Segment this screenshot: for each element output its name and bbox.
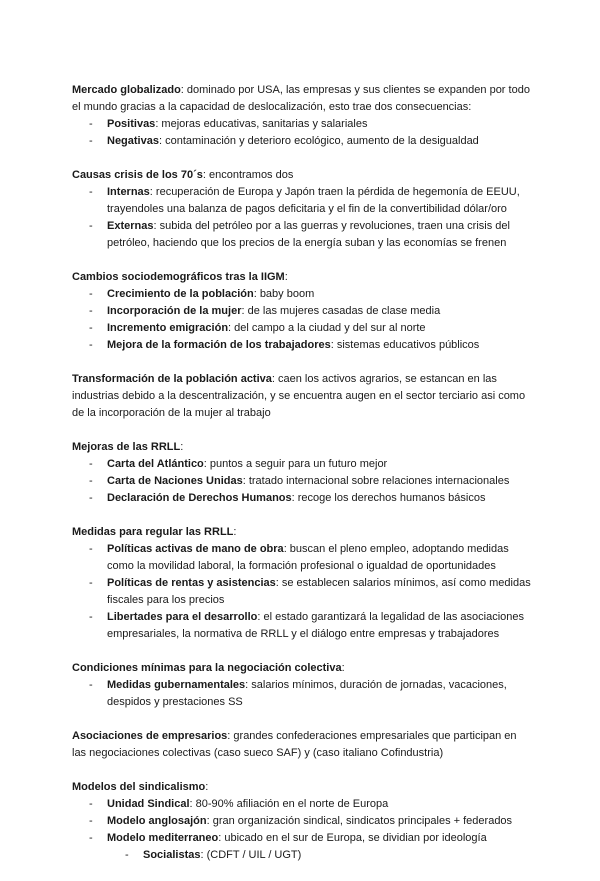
- section-text: :: [284, 271, 288, 283]
- item-term: Declaración de Derechos Humanos: [107, 492, 292, 504]
- list-item: [72, 677, 532, 711]
- item-term: Externas: [107, 220, 154, 232]
- document-content: [72, 82, 532, 881]
- item-text: : baby boom: [253, 288, 315, 300]
- item-text: : subida del petróleo por a las guerras y revoluciones, traen una crisis del petróleo, haciendo que los precios de la energía suban y las economías se frenen: [107, 220, 510, 249]
- section-heading: Mercado globalizado: [72, 84, 181, 96]
- section-heading: Mejoras de las RRLL: [72, 441, 181, 453]
- section-text: : encontramos dos: [202, 169, 294, 181]
- list-item: [72, 813, 532, 830]
- section-heading: Cambios sociodemográficos tras la IIGM: [72, 271, 285, 283]
- section-mejoras-rrll: [72, 439, 532, 507]
- sub-bullet-list: [72, 847, 532, 864]
- list-item: [72, 286, 532, 303]
- item-term: Crecimiento de la población: [107, 288, 254, 300]
- section-heading: Transformación de la población activa: [72, 373, 272, 385]
- item-text: : gran organización sindical, sindicatos principales + federados: [206, 815, 513, 827]
- section-paragraph: [72, 269, 532, 286]
- section-paragraph: [72, 524, 532, 541]
- item-term: Mejora de la formación de los trabajadores: [107, 339, 331, 351]
- item-term: Positivas: [107, 118, 156, 130]
- list-item: [72, 303, 532, 320]
- item-text: : ubicado en el sur de Europa, se dividian por ideología: [218, 832, 487, 844]
- sub-list-item: [72, 847, 532, 864]
- list-item: [72, 609, 532, 643]
- list-item: [72, 490, 532, 507]
- list-item: [72, 830, 532, 847]
- section-heading: Modelos del sindicalismo: [72, 781, 206, 793]
- section-paragraph: [72, 167, 532, 184]
- item-text: : recuperación de Europa y Japón traen la pérdida de hegemonía de EEUU, trayendoles una balanza de pagos deficitaria y el fin de la convertibilidad dólar/oro: [107, 186, 520, 215]
- section-modelos-sindicalismo: [72, 779, 532, 864]
- list-item: [72, 184, 532, 218]
- section-asociaciones-empresarios: [72, 728, 532, 762]
- bullet-list: [72, 677, 532, 711]
- section-text: : caen los activos agrarios, se estancan en las industrias debido a la descentralización, y se encuentra augen en el sector terciario asi como de la incorporación de la mujer al trabajo: [72, 373, 526, 419]
- section-heading: Condiciones mínimas para la negociación colectiva: [72, 662, 342, 674]
- list-item: [72, 541, 532, 575]
- item-text: : (CDFT / UIL / UGT): [200, 849, 302, 861]
- section-medidas-regular: [72, 524, 532, 643]
- list-item: [72, 116, 532, 133]
- item-text: : contaminación y deterioro ecológico, aumento de la desigualdad: [158, 135, 479, 147]
- item-term: Modelo anglosajón: [107, 815, 207, 827]
- section-text: : grandes confederaciones empresariales que participan en las negociaciones colectivas (caso sueco SAF) y (caso italiano Cofindustria): [72, 730, 517, 759]
- bullet-list: [72, 116, 532, 150]
- item-term: Carta del Atlántico: [107, 458, 204, 470]
- item-text: : el estado garantizará la legalidad de las asociaciones empresariales, la normativa de RRLL y el diálogo entre empresas y trabajadores: [107, 611, 525, 640]
- item-text: : 80-90% afiliación en el norte de Europa: [189, 798, 389, 810]
- item-term: Carta de Naciones Unidas: [107, 475, 243, 487]
- bullet-list: [72, 286, 532, 354]
- list-item: [72, 133, 532, 150]
- item-term: Modelo mediterraneo: [107, 832, 219, 844]
- list-item: [72, 796, 532, 813]
- item-term: Medidas gubernamentales: [107, 679, 246, 691]
- section-heading: Causas crisis de los 70´s: [72, 169, 203, 181]
- list-item: [72, 320, 532, 337]
- section-heading: Medidas para regular las RRLL: [72, 526, 234, 538]
- section-heading: Asociaciones de empresarios: [72, 730, 228, 742]
- item-text: : de las mujeres casadas de clase media: [241, 305, 441, 317]
- section-text: :: [341, 662, 345, 674]
- item-text: : mejoras educativas, sanitarias y salariales: [155, 118, 368, 130]
- item-text: : tratado internacional sobre relaciones internacionales: [242, 475, 510, 487]
- item-term: Libertades para el desarrollo: [107, 611, 258, 623]
- section-condiciones-minimas: [72, 660, 532, 711]
- section-cambios-sociodemograficos: [72, 269, 532, 354]
- item-term: Incremento emigración: [107, 322, 229, 334]
- section-paragraph: [72, 82, 532, 116]
- item-text: : sistemas educativos públicos: [330, 339, 480, 351]
- section-text: :: [180, 441, 184, 453]
- item-text: : puntos a seguir para un futuro mejor: [203, 458, 388, 470]
- item-text: : se establecen salarios mínimos, así como medidas fiscales para los precios: [107, 577, 531, 606]
- bullet-list: [72, 184, 532, 252]
- section-paragraph: [72, 371, 532, 422]
- section-causas-crisis: [72, 167, 532, 252]
- item-text: : salarios mínimos, duración de jornadas, vacaciones, despidos y prestaciones SS: [107, 679, 507, 708]
- item-term: Internas: [107, 186, 150, 198]
- list-item: [72, 473, 532, 490]
- section-text: : dominado por USA, las empresas y sus clientes se expanden por todo el mundo gracias a la capacidad de deslocalización, esto trae dos consecuencias:: [72, 84, 530, 113]
- section-mercado-globalizado: [72, 82, 532, 150]
- section-paragraph: [72, 779, 532, 796]
- item-text: : recoge los derechos humanos básicos: [291, 492, 486, 504]
- item-term: Políticas activas de mano de obra: [107, 543, 284, 555]
- section-text: :: [233, 526, 237, 538]
- item-text: : del campo a la ciudad y del sur al norte: [228, 322, 426, 334]
- section-transformacion-poblacion: [72, 371, 532, 422]
- section-paragraph: [72, 660, 532, 677]
- section-paragraph: [72, 728, 532, 762]
- item-term: Incorporación de la mujer: [107, 305, 242, 317]
- item-term: Unidad Sindical: [107, 798, 190, 810]
- bullet-list: [72, 796, 532, 847]
- item-text: : buscan el pleno empleo, adoptando medidas como la movilidad laboral, la formación profesional o igualdad de oportunidades: [107, 543, 509, 572]
- list-item: [72, 337, 532, 354]
- item-term: Socialistas: [143, 849, 201, 861]
- list-item: [72, 456, 532, 473]
- item-term: Negativas: [107, 135, 159, 147]
- section-paragraph: [72, 439, 532, 456]
- list-item: [72, 575, 532, 609]
- bullet-list: [72, 541, 532, 643]
- list-item: [72, 218, 532, 252]
- item-term: Políticas de rentas y asistencias: [107, 577, 276, 589]
- bullet-list: [72, 456, 532, 507]
- section-text: :: [205, 781, 209, 793]
